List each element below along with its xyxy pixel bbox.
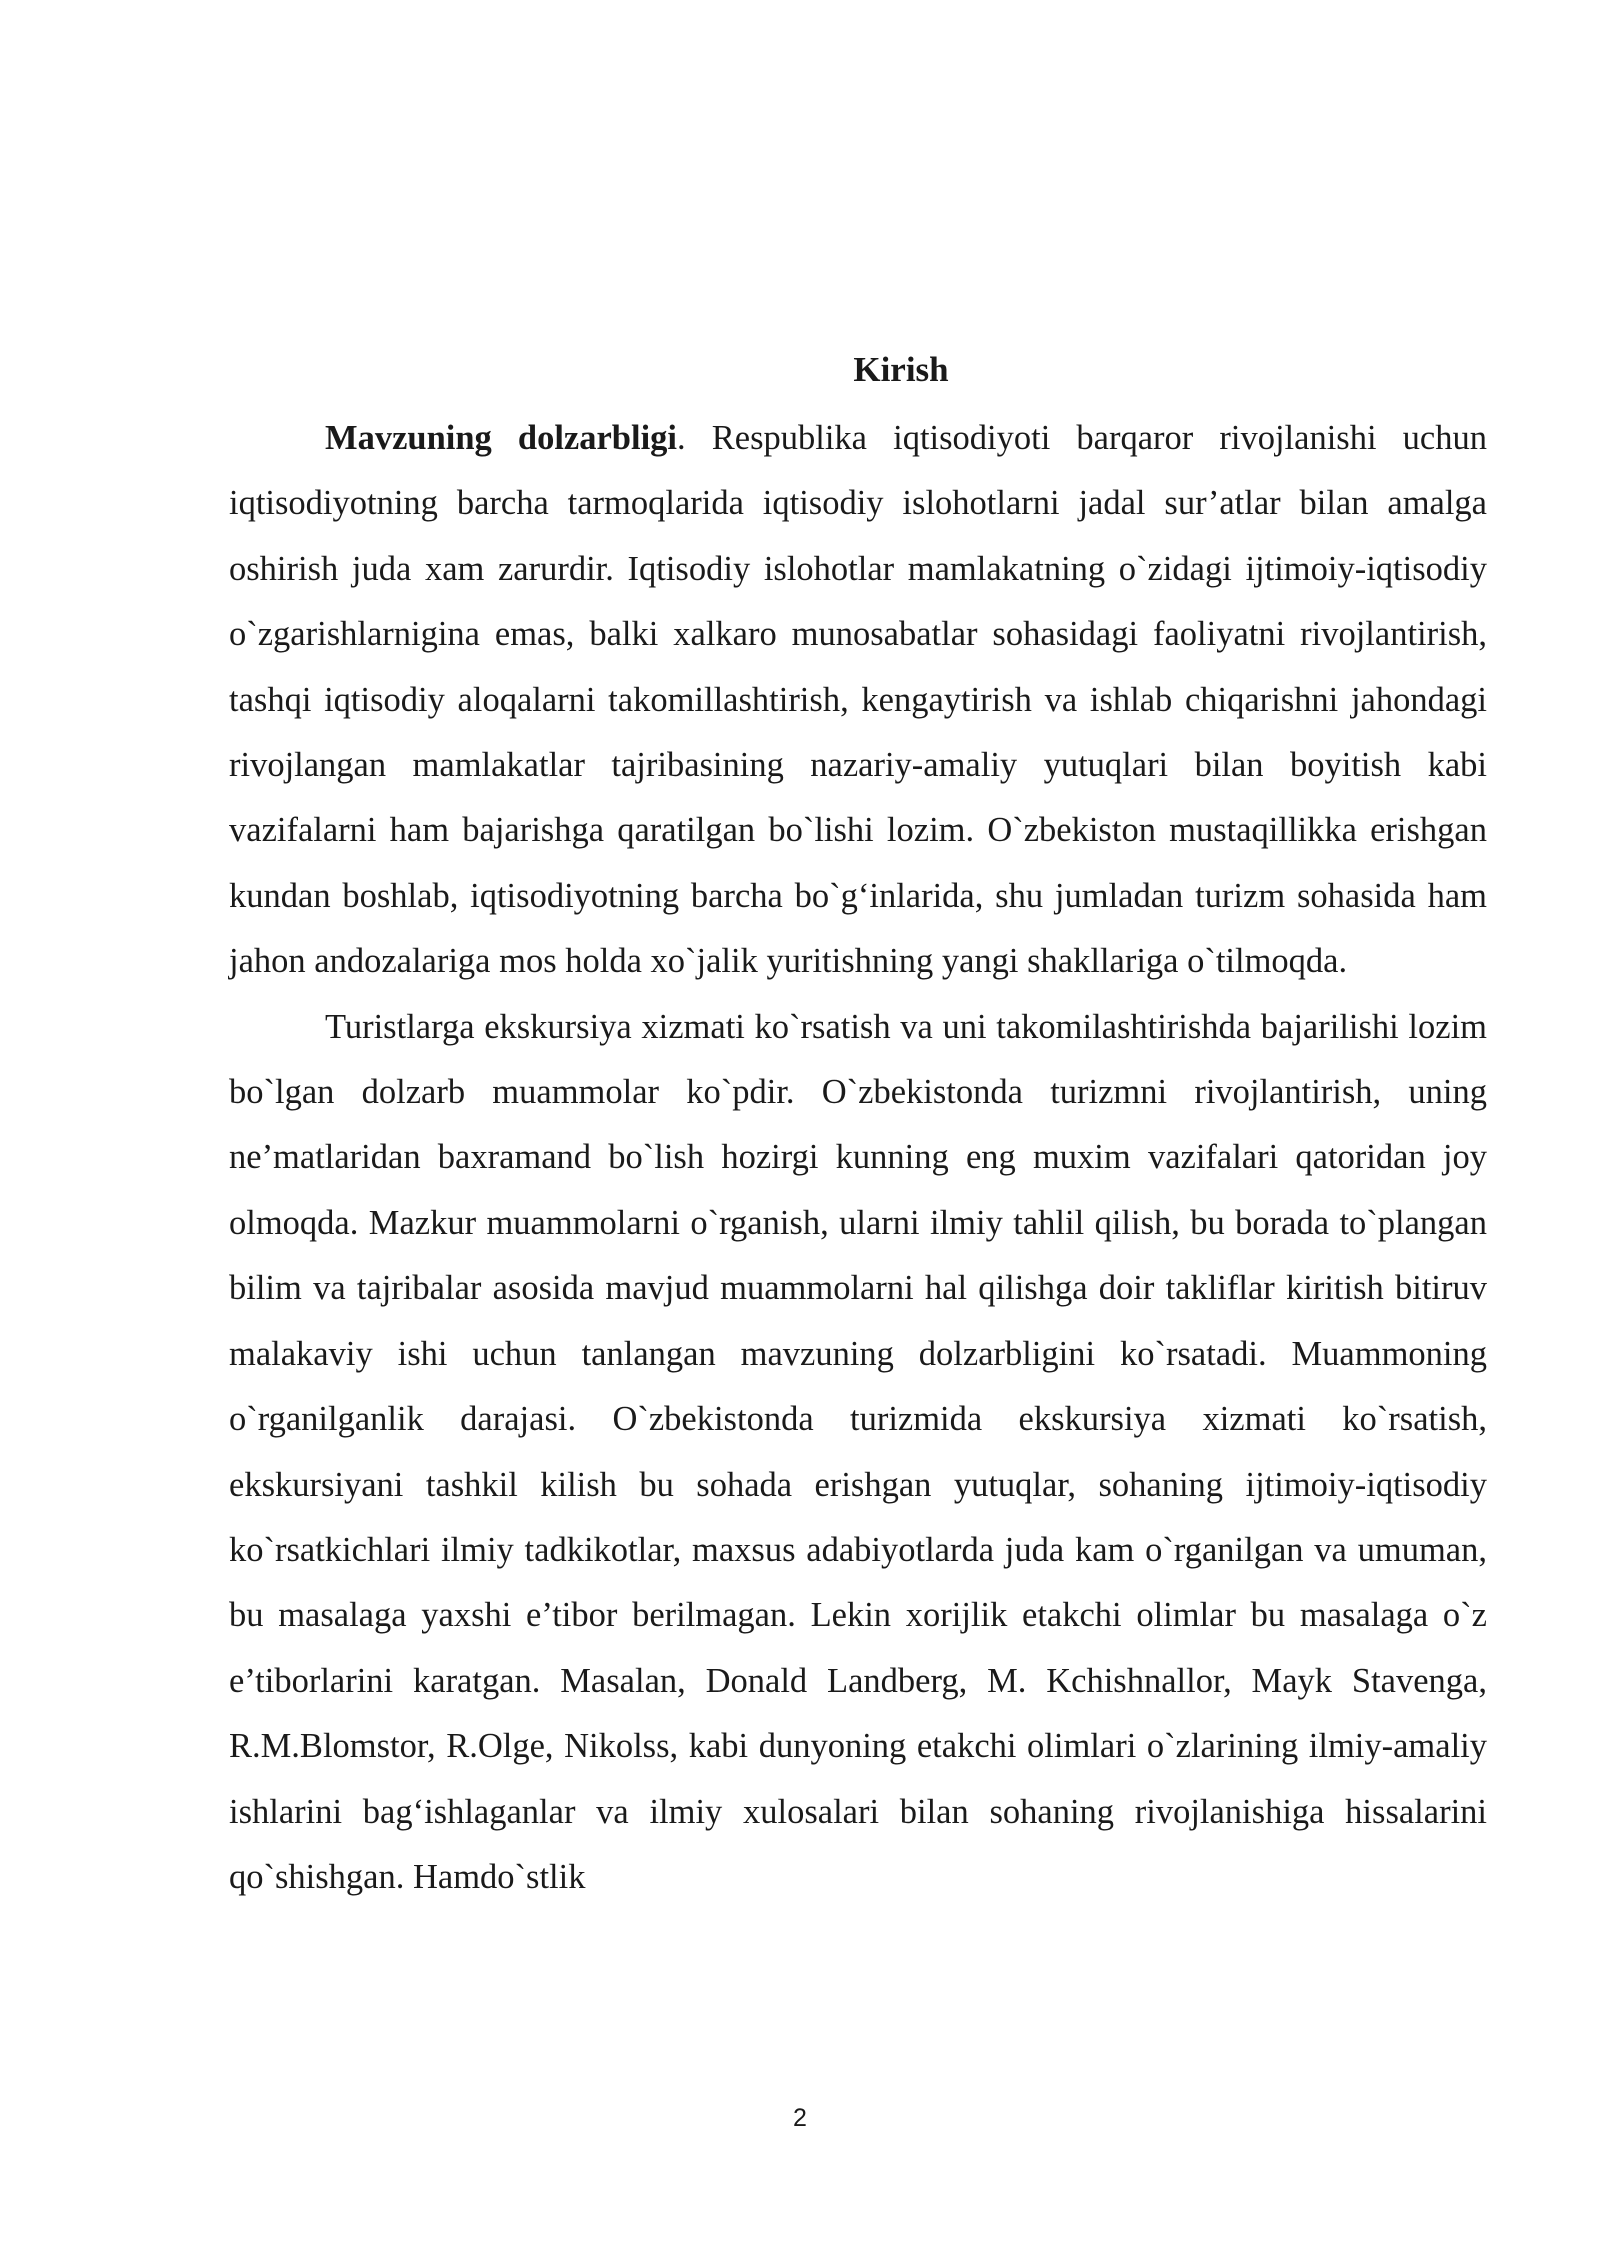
page-number: 2: [793, 2104, 807, 2132]
paragraph-relevance: [229, 406, 1487, 995]
document-body: [229, 340, 1487, 1910]
paragraph-lead-heading: Mavzuning dolzarbligi: [325, 419, 677, 457]
paragraph-relevance-text: . Respublika iqtisodiyoti barqaror rivojlanishi uchun iqtisodiyotning barcha tarmoqlarida iqtisodiy islohotlarni jadal sur’atlar bilan amalga oshirish juda xam zarurdir. Iqtisodiy islohotlar mamlakatning o`zidagi ijtimoiy-iqtisodiy o`zgarishlarnigina emas, balki xalkaro munosabatlar sohasidagi faoliyatni rivojlantirish, tashqi iqtisodiy aloqalarni takomillashtirish, kengaytirish va ishlab chiqarishni jahondagi rivojlangan mamlakatlar tajribasining nazariy-amaliy yutuqlari bilan boyitish kabi vazifalarni ham bajarishga qaratilgan bo`lishi lozim. O`zbekiston mustaqillikka erishgan kundan boshlab, iqtisodiyotning barcha bo`g‘inlarida, shu jumladan turizm sohasida ham jahon andozalariga mos holda xo`jalik yuritishning yangi shakllariga o`tilmoqda.: [229, 419, 1487, 981]
section-title: Kirish: [853, 350, 949, 389]
paragraph-excursion-services: Turistlarga ekskursiya xizmati ko`rsatish va uni takomilashtirishda bajarilishi lozim bo`lgan dolzarb muammolar ko`pdir. O`zbekistonda turizmni rivojlantirish, uning ne’matlaridan baxramand bo`lish hozirgi kunning eng muxim vazifalari qatoridan joy olmoqda. Mazkur muammolarni o`rganish, ularni ilmiy tahlil qilish, bu borada to`plangan bilim va tajribalar asosida mavjud muammolarni hal qilishga doir takliflar kiritish bitiruv malakaviy ishi uchun tanlangan mavzuning dolzarbligini ko`rsatadi. Muammoning o`rganilganlik darajasi. O`zbekistonda turizmida ekskursiya xizmati ko`rsatish, ekskursiyani tashkil kilish bu sohada erishgan yutuqlar, sohaning ijtimoiy-iqtisodiy ko`rsatkichlari ilmiy tadkikotlar, maxsus adabiyotlarda juda kam o`rganilgan va umuman, bu masalaga yaxshi e’tibor berilmagan. Lekin xorijlik etakchi olimlar bu masalaga o`z e’tiborlarini karatgan. Masalan, Donald Landberg, M. Kchishnallor, Mayk Stavenga, R.M.Blomstor, R.Olge, Nikolss, kabi dunyoning etakchi olimlari o`zlarining ilmiy-amaliy ishlarini bag‘ishlaganlar va ilmiy xulosalari bilan sohaning rivojlanishiga hissalarini qo`shishgan. Hamdo`stlik: [229, 1007, 1487, 1896]
